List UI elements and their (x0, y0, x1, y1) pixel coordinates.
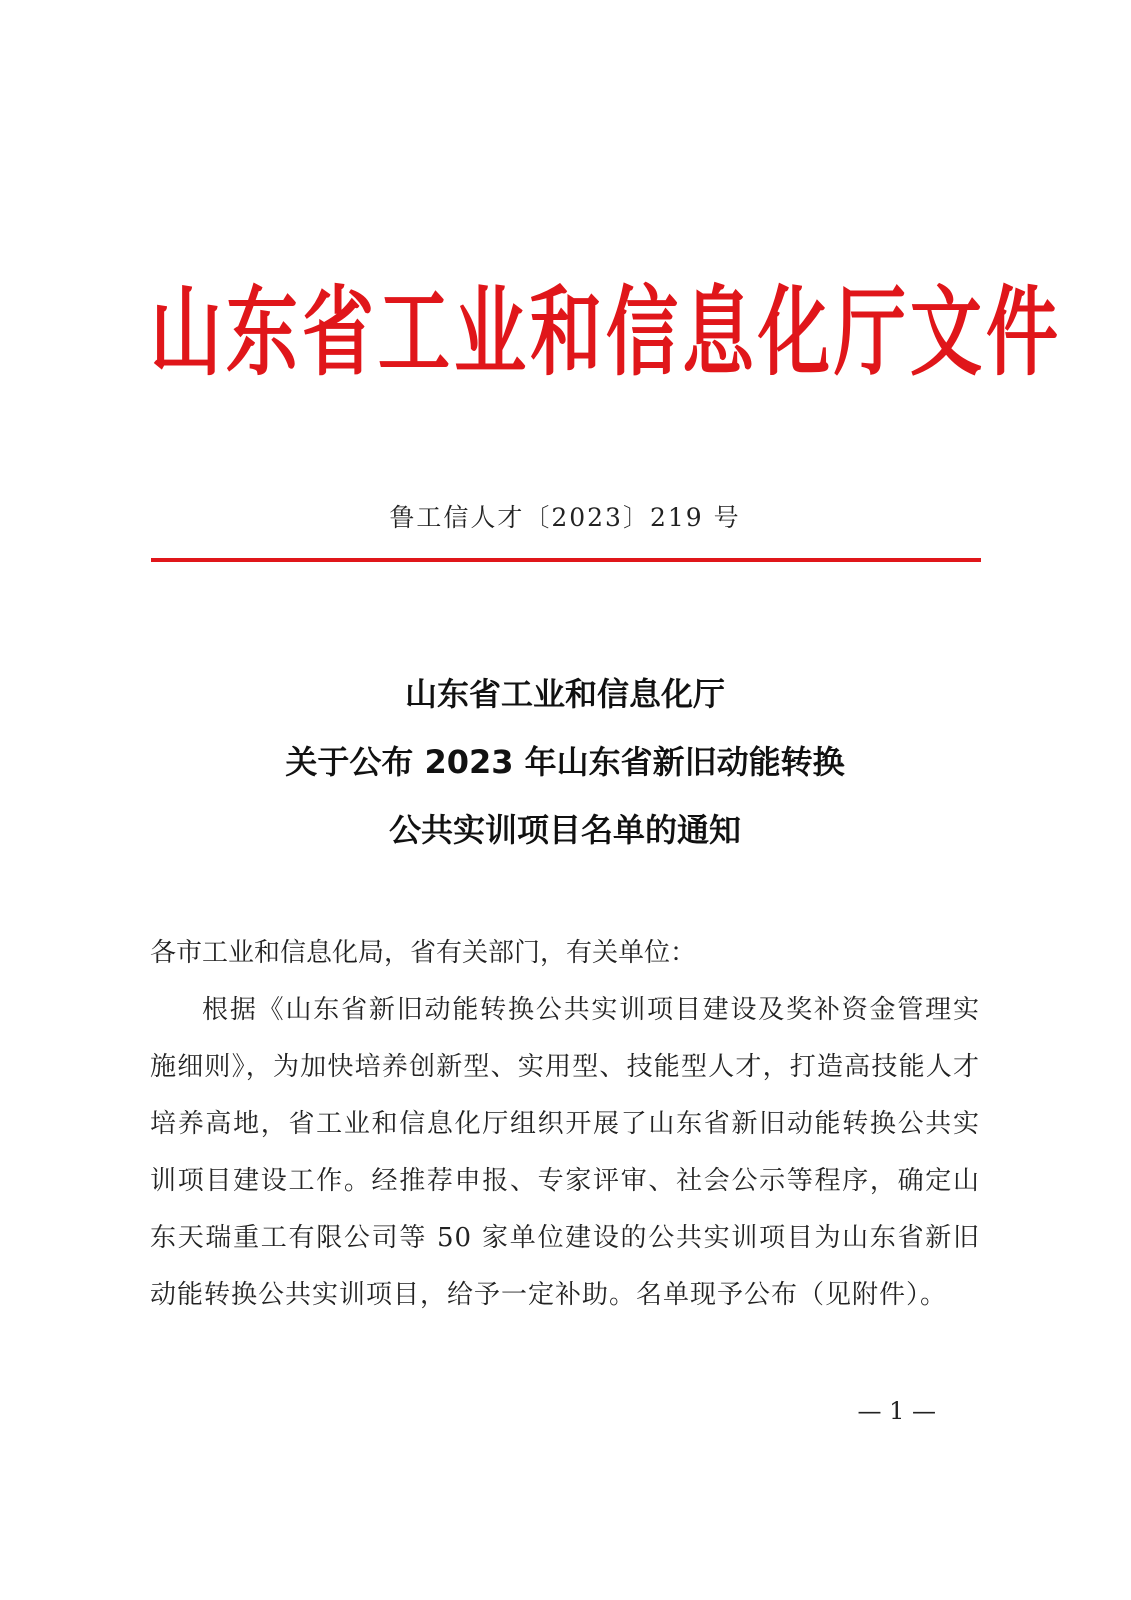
title-line-1: 山东省工业和信息化厅 (404, 675, 725, 713)
body-paragraph: 根据《山东省新旧动能转换公共实训项目建设及奖补资金管理实施细则》，为加快培养创新型、实用型、技能型人才，打造高技能人才培养高地，省工业和信息化厅组织开展了山东省新旧动能转换公共实训项目建设工作。经推荐申报、专家评审、社会公示等程序，确定山东天瑞重工有限公司等 50 家单位建设的公共实训项目为山东省新旧动能转换公共实训项目，给予一定补助。名单现予公布（见附件）。 (150, 995, 980, 1310)
notice-title (150, 660, 980, 864)
masthead-title: 山东省工业和信息化厅文件 (150, 275, 1063, 389)
red-divider-line (151, 558, 981, 562)
document-number: 鲁工信人才〔2023〕219 号 (389, 503, 741, 532)
page-number: — 1 — (857, 1397, 936, 1425)
title-line-3: 公共实训项目名单的通知 (388, 811, 741, 849)
title-line-2: 关于公布 2023 年山东省新旧动能转换 (285, 743, 845, 781)
body-text (150, 925, 980, 1324)
salutation: 各市工业和信息化局，省有关部门，有关单位： (150, 938, 697, 968)
